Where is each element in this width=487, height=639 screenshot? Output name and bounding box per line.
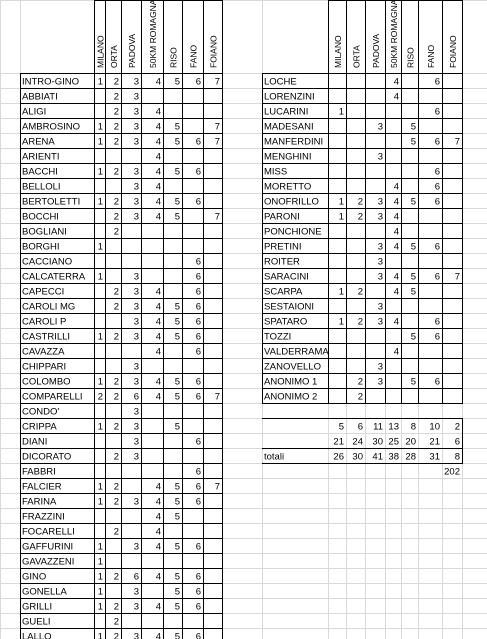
left-cell-value: 4 xyxy=(155,631,161,639)
right-cell-value: 3 xyxy=(377,301,383,313)
left-cell-value: 3 xyxy=(133,271,139,283)
left-cell-value: 4 xyxy=(155,151,161,163)
left-cell-value: 5 xyxy=(174,166,180,178)
summary-row2-value: 20 xyxy=(405,436,416,448)
left-cell-value: 3 xyxy=(133,136,139,148)
right-cell-value: 1 xyxy=(338,211,344,223)
left-row-name: BORGHI xyxy=(22,241,60,253)
right-cell-value: 4 xyxy=(393,316,399,328)
left-cell-value: 2 xyxy=(113,391,119,403)
right-row-name: ROITER xyxy=(264,256,300,268)
right-row-name: LORENZINI xyxy=(264,91,315,103)
right-cell-value: 1 xyxy=(338,286,344,298)
left-cell-value: 4 xyxy=(155,391,161,403)
totali-value: 26 xyxy=(333,451,344,463)
left-row-name: CAROLI MG xyxy=(22,301,76,313)
right-cell-value: 6 xyxy=(434,316,440,328)
left-cell-value: 2 xyxy=(113,481,119,493)
left-row-name: GRILLI xyxy=(22,601,53,613)
right-cell-value: 4 xyxy=(393,91,399,103)
right-cell-value: 6 xyxy=(434,196,440,208)
left-cell-value: 1 xyxy=(97,331,103,343)
left-cell-value: 3 xyxy=(133,541,139,553)
left-cell-value: 3 xyxy=(133,586,139,598)
totali-value: 30 xyxy=(352,451,363,463)
left-cell-value: 2 xyxy=(113,121,119,133)
left-cell-value: 6 xyxy=(195,166,201,178)
right-row-name: ZANOVELLO xyxy=(264,361,322,373)
left-cell-value: 4 xyxy=(155,601,161,613)
left-cell-value: 7 xyxy=(214,211,220,223)
right-cell-value: 4 xyxy=(393,226,399,238)
grand-total-value: 202 xyxy=(444,466,460,478)
left-cell-value: 2 xyxy=(113,226,119,238)
right-cell-value: 2 xyxy=(357,376,363,388)
left-cell-value: 2 xyxy=(113,421,119,433)
right-row-name: LUCARINI xyxy=(264,106,309,118)
left-cell-value: 4 xyxy=(155,166,161,178)
right-cell-value: 3 xyxy=(377,271,383,283)
right-cell-value: 6 xyxy=(434,331,440,343)
left-row-name: GINO xyxy=(22,571,47,583)
left-row-name: CHIPPARI xyxy=(22,361,67,373)
left-cell-value: 6 xyxy=(195,346,201,358)
left-cell-value: 4 xyxy=(155,526,161,538)
left-cell-value: 1 xyxy=(97,76,103,88)
left-cell-value: 1 xyxy=(97,166,103,178)
right-cell-value: 6 xyxy=(434,136,440,148)
left-cell-value: 4 xyxy=(155,121,161,133)
right-row-name: ANONIMO 2 xyxy=(264,391,318,403)
left-cell-value: 2 xyxy=(113,331,119,343)
left-cell-value: 6 xyxy=(195,481,201,493)
left-row-name: CAROLI P xyxy=(22,316,67,328)
right-cell-value: 4 xyxy=(393,286,399,298)
right-row-name: ONOFRILLO xyxy=(264,196,319,208)
left-cell-value: 6 xyxy=(133,571,139,583)
right-header-50km-romagna: 50KM ROMAGNA xyxy=(389,0,399,68)
left-cell-value: 5 xyxy=(174,376,180,388)
left-cell-value: 2 xyxy=(113,286,119,298)
left-cell-value: 1 xyxy=(97,136,103,148)
right-cell-value: 6 xyxy=(434,181,440,193)
left-cell-value: 5 xyxy=(174,136,180,148)
left-cell-value: 7 xyxy=(214,136,220,148)
right-header-riso: RISO xyxy=(405,47,416,68)
left-cell-value: 1 xyxy=(97,586,103,598)
right-cell-value: 3 xyxy=(377,256,383,268)
summary-row2-value: 25 xyxy=(388,436,399,448)
right-cell-value: 2 xyxy=(357,316,363,328)
left-cell-value: 6 xyxy=(195,571,201,583)
right-cell-value: 3 xyxy=(377,241,383,253)
left-cell-value: 2 xyxy=(113,376,119,388)
left-row-name: ARENA xyxy=(22,136,55,148)
left-cell-value: 1 xyxy=(97,481,103,493)
right-cell-value: 5 xyxy=(410,196,416,208)
left-cell-value: 4 xyxy=(155,106,161,118)
left-row-name: DIANI xyxy=(22,436,48,448)
right-row-name: MORETTO xyxy=(264,181,312,193)
left-row-name: CACCIANO xyxy=(22,256,73,268)
totali-value: 38 xyxy=(388,451,399,463)
left-cell-value: 4 xyxy=(155,286,161,298)
left-cell-value: 6 xyxy=(195,196,201,208)
right-row-name: PARONI xyxy=(264,211,300,223)
right-cell-value: 6 xyxy=(434,376,440,388)
left-cell-value: 1 xyxy=(97,556,103,568)
right-cell-value: 5 xyxy=(410,241,416,253)
left-cell-value: 5 xyxy=(174,601,180,613)
left-cell-value: 2 xyxy=(113,211,119,223)
left-header-riso: RISO xyxy=(168,47,179,68)
right-cell-value: 6 xyxy=(434,271,440,283)
left-cell-value: 1 xyxy=(97,196,103,208)
right-row-name: ANONIMO 1 xyxy=(264,376,318,388)
left-cell-value: 2 xyxy=(113,166,119,178)
right-table xyxy=(264,0,460,403)
left-cell-value: 5 xyxy=(174,631,180,639)
left-cell-value: 6 xyxy=(195,376,201,388)
left-cell-value: 6 xyxy=(195,136,201,148)
left-cell-value: 1 xyxy=(97,121,103,133)
right-cell-value: 4 xyxy=(393,271,399,283)
left-cell-value: 5 xyxy=(174,331,180,343)
right-cell-value: 5 xyxy=(410,136,416,148)
totali-label: totali xyxy=(264,451,285,463)
summary-row1-value: 5 xyxy=(338,421,344,433)
left-header-orta: ORTA xyxy=(109,45,119,68)
left-cell-value: 3 xyxy=(133,106,139,118)
left-cell-value: 2 xyxy=(97,391,103,403)
left-cell-value: 4 xyxy=(155,181,161,193)
summary-row2-value: 24 xyxy=(352,436,363,448)
totali-value: 8 xyxy=(454,451,460,463)
left-cell-value: 3 xyxy=(133,496,139,508)
right-row-name: SARACINI xyxy=(264,271,309,283)
right-cell-value: 5 xyxy=(410,376,416,388)
left-cell-value: 3 xyxy=(133,181,139,193)
left-cell-value: 3 xyxy=(133,631,139,639)
summary-row1-value: 8 xyxy=(410,421,416,433)
left-cell-value: 5 xyxy=(174,496,180,508)
left-row-name: CALCATERRA xyxy=(22,271,86,283)
left-cell-value: 3 xyxy=(133,301,139,313)
left-cell-value: 4 xyxy=(155,211,161,223)
left-cell-value: 6 xyxy=(195,76,201,88)
left-row-name: GAFFURINI xyxy=(22,541,74,553)
right-cell-value: 6 xyxy=(434,76,440,88)
left-cell-value: 3 xyxy=(133,211,139,223)
left-cell-value: 4 xyxy=(155,346,161,358)
totali-value: 31 xyxy=(429,451,440,463)
left-header-50km-romagna: 50KM ROMAGNA xyxy=(148,0,158,68)
left-cell-value: 6 xyxy=(195,586,201,598)
left-cell-value: 7 xyxy=(214,121,220,133)
left-row-name: DICORATO xyxy=(22,451,72,463)
left-cell-value: 4 xyxy=(155,541,161,553)
left-cell-value: 4 xyxy=(155,76,161,88)
left-row-name: LALLO xyxy=(22,631,52,639)
left-cell-value: 3 xyxy=(133,376,139,388)
left-header-fano: FANO xyxy=(188,44,199,68)
right-cell-value: 4 xyxy=(393,196,399,208)
left-cell-value: 6 xyxy=(195,436,201,448)
totali-value: 41 xyxy=(372,451,383,463)
left-row-name: COMPARELLI xyxy=(22,391,83,403)
right-cell-value: 2 xyxy=(357,391,363,403)
right-cell-value: 5 xyxy=(410,271,416,283)
left-cell-value: 3 xyxy=(133,331,139,343)
right-cell-value: 4 xyxy=(393,76,399,88)
left-cell-value: 6 xyxy=(195,301,201,313)
left-cell-value: 3 xyxy=(133,196,139,208)
left-cell-value: 1 xyxy=(97,376,103,388)
left-cell-value: 2 xyxy=(113,526,119,538)
left-cell-value: 6 xyxy=(195,331,201,343)
left-cell-value: 3 xyxy=(133,121,139,133)
left-cell-value: 2 xyxy=(113,196,119,208)
left-cell-value: 4 xyxy=(155,481,161,493)
left-cell-value: 7 xyxy=(214,481,220,493)
left-row-name: CRIPPA xyxy=(22,421,57,433)
right-row-name: MANFERDINI xyxy=(264,136,324,148)
right-cell-value: 6 xyxy=(434,166,440,178)
left-cell-value: 6 xyxy=(195,496,201,508)
summary-block xyxy=(264,422,460,478)
left-cell-value: 6 xyxy=(195,256,201,268)
summary-row1-value: 11 xyxy=(373,421,383,433)
left-row-name: ABBIATI xyxy=(22,91,58,103)
left-cell-value: 2 xyxy=(113,631,119,639)
left-cell-value: 3 xyxy=(133,166,139,178)
totali-value: 28 xyxy=(405,451,416,463)
left-row-name: FARINA xyxy=(22,496,57,508)
right-cell-value: 1 xyxy=(338,316,344,328)
summary-row2-value: 21 xyxy=(333,436,344,448)
right-cell-value: 4 xyxy=(393,181,399,193)
left-cell-value: 6 xyxy=(195,466,201,478)
right-row-name: SPATARO xyxy=(264,316,308,328)
left-cell-value: 4 xyxy=(155,301,161,313)
left-header-foiano: FOIANO xyxy=(208,35,219,68)
right-cell-value: 3 xyxy=(377,211,383,223)
right-cell-value: 2 xyxy=(357,196,363,208)
left-cell-value: 3 xyxy=(133,406,139,418)
left-cell-value: 5 xyxy=(174,301,180,313)
left-cell-value: 3 xyxy=(133,286,139,298)
right-header-milano: MILANO xyxy=(333,35,343,68)
left-cell-value: 5 xyxy=(174,196,180,208)
left-cell-value: 2 xyxy=(113,571,119,583)
right-row-name: SESTAIONI xyxy=(264,301,314,313)
left-cell-value: 2 xyxy=(113,616,119,628)
left-row-name: BOGLIANI xyxy=(22,226,67,238)
right-row-name: SCARPA xyxy=(264,286,303,298)
summary-row1-value: 13 xyxy=(388,421,399,433)
right-cell-value: 7 xyxy=(454,136,460,148)
left-cell-value: 2 xyxy=(113,136,119,148)
right-cell-value: 5 xyxy=(410,121,416,133)
left-row-name: ALIGI xyxy=(22,106,47,118)
left-cell-value: 3 xyxy=(133,436,139,448)
left-cell-value: 3 xyxy=(133,76,139,88)
left-cell-value: 4 xyxy=(155,496,161,508)
left-row-name: INTRO-GINO xyxy=(22,76,79,88)
left-cell-value: 5 xyxy=(174,511,180,523)
right-header-padova: PADOVA xyxy=(371,33,381,68)
left-row-name: GONELLA xyxy=(22,586,67,598)
right-row-name: MISS xyxy=(264,166,288,178)
left-cell-value: 4 xyxy=(155,316,161,328)
summary-row2-value: 21 xyxy=(429,436,440,448)
left-cell-value: 2 xyxy=(113,106,119,118)
left-cell-value: 3 xyxy=(133,361,139,373)
left-row-name: CASTRILLI xyxy=(22,331,71,343)
right-header-fano: FANO xyxy=(426,44,436,68)
left-cell-value: 6 xyxy=(195,286,201,298)
left-cell-value: 3 xyxy=(133,91,139,103)
left-cell-value: 5 xyxy=(174,541,180,553)
right-header-foiano: FOIANO xyxy=(448,35,458,68)
left-cell-value: 7 xyxy=(214,76,220,88)
right-cell-value: 5 xyxy=(410,286,416,298)
left-row-name: BERTOLETTI xyxy=(22,196,81,208)
left-cell-value: 5 xyxy=(174,211,180,223)
left-cell-value: 4 xyxy=(155,376,161,388)
left-cell-value: 1 xyxy=(97,571,103,583)
left-cell-value: 5 xyxy=(174,316,180,328)
left-row-name: CAPECCI xyxy=(22,286,65,298)
left-cell-value: 5 xyxy=(174,121,180,133)
left-cell-value: 2 xyxy=(113,496,119,508)
right-row-name: PONCHIONE xyxy=(264,226,322,238)
left-cell-value: 5 xyxy=(174,586,180,598)
left-row-name: BELLOLI xyxy=(22,181,61,193)
right-header-orta: ORTA xyxy=(351,45,362,68)
right-cell-value: 4 xyxy=(393,241,399,253)
summary-row1-value: 6 xyxy=(357,421,363,433)
left-row-name: CONDO' xyxy=(22,406,60,418)
left-cell-value: 1 xyxy=(97,541,103,553)
left-cell-value: 5 xyxy=(174,76,180,88)
left-cell-value: 5 xyxy=(174,481,180,493)
left-cell-value: 6 xyxy=(195,271,201,283)
left-row-name: ARIENTI xyxy=(22,151,60,163)
left-cell-value: 4 xyxy=(155,136,161,148)
right-cell-value: 3 xyxy=(377,376,383,388)
right-cell-value: 1 xyxy=(338,196,344,208)
left-cell-value: 1 xyxy=(97,421,103,433)
left-row-name: GAVAZZENI xyxy=(22,556,75,568)
left-cell-value: 3 xyxy=(133,601,139,613)
left-cell-value: 5 xyxy=(174,391,180,403)
summary-row2-value: 6 xyxy=(454,436,460,448)
left-header-milano: MILANO xyxy=(95,35,106,68)
left-cell-value: 4 xyxy=(155,571,161,583)
left-cell-value: 5 xyxy=(174,421,180,433)
left-cell-value: 2 xyxy=(113,451,119,463)
left-header-padova: PADOVA xyxy=(127,33,137,68)
right-row-name: PRETINI xyxy=(264,241,302,253)
left-cell-value: 1 xyxy=(97,496,103,508)
left-cell-value: 1 xyxy=(97,631,103,639)
left-cell-value: 6 xyxy=(133,391,139,403)
left-cell-value: 2 xyxy=(113,91,119,103)
left-cell-value: 3 xyxy=(133,451,139,463)
left-row-name: GUELI xyxy=(22,616,51,628)
left-cell-value: 6 xyxy=(195,541,201,553)
right-cell-value: 5 xyxy=(410,331,416,343)
left-row-name: FOCARELLI xyxy=(22,526,75,538)
right-cell-value: 4 xyxy=(393,211,399,223)
right-row-name: VALDERRAMA xyxy=(264,346,329,358)
right-cell-value: 6 xyxy=(434,106,440,118)
left-row-name: COLOMBO xyxy=(22,376,71,388)
left-row-name: BOCCHI xyxy=(22,211,59,223)
left-cell-value: 4 xyxy=(155,196,161,208)
left-cell-value: 5 xyxy=(174,571,180,583)
left-row-name: BACCHI xyxy=(22,166,58,178)
right-row-name: MADESANI xyxy=(264,121,314,133)
right-cell-value: 3 xyxy=(377,196,383,208)
right-cell-value: 7 xyxy=(454,271,460,283)
right-cell-value: 3 xyxy=(377,361,383,373)
left-cell-value: 3 xyxy=(133,316,139,328)
summary-row1-value: 2 xyxy=(454,421,460,433)
left-cell-value: 1 xyxy=(97,601,103,613)
left-cell-value: 2 xyxy=(113,76,119,88)
left-cell-value: 2 xyxy=(113,601,119,613)
left-cell-value: 7 xyxy=(214,391,220,403)
left-cell-value: 4 xyxy=(155,511,161,523)
left-cell-value: 2 xyxy=(113,301,119,313)
right-cell-value: 6 xyxy=(434,241,440,253)
right-cell-value: 3 xyxy=(377,316,383,328)
left-cell-value: 4 xyxy=(155,331,161,343)
left-cell-value: 6 xyxy=(195,601,201,613)
right-cell-value: 3 xyxy=(377,151,383,163)
left-cell-value: 3 xyxy=(133,421,139,433)
left-row-name: FALCIER xyxy=(22,481,62,493)
right-row-name: MENGHINI xyxy=(264,151,312,163)
right-cell-value: 2 xyxy=(357,211,363,223)
right-cell-value: 2 xyxy=(357,286,363,298)
summary-row1-value: 10 xyxy=(429,421,440,433)
right-cell-value: 3 xyxy=(377,121,383,133)
right-row-name: LOCHE xyxy=(264,76,297,88)
left-cell-value: 6 xyxy=(195,316,201,328)
right-row-name: TOZZI xyxy=(264,331,292,343)
left-row-name: FRAZZINI xyxy=(22,511,65,523)
left-row-name: AMBROSINO xyxy=(22,121,81,133)
left-row-name: CAVAZZA xyxy=(22,346,65,358)
left-cell-value: 6 xyxy=(195,631,201,639)
summary-row2-value: 30 xyxy=(372,436,383,448)
left-row-name: FABBRI xyxy=(22,466,56,478)
left-cell-value: 6 xyxy=(195,391,201,403)
right-cell-value: 1 xyxy=(338,106,344,118)
left-cell-value: 1 xyxy=(97,271,103,283)
right-cell-value: 4 xyxy=(393,346,399,358)
left-cell-value: 1 xyxy=(97,241,103,253)
